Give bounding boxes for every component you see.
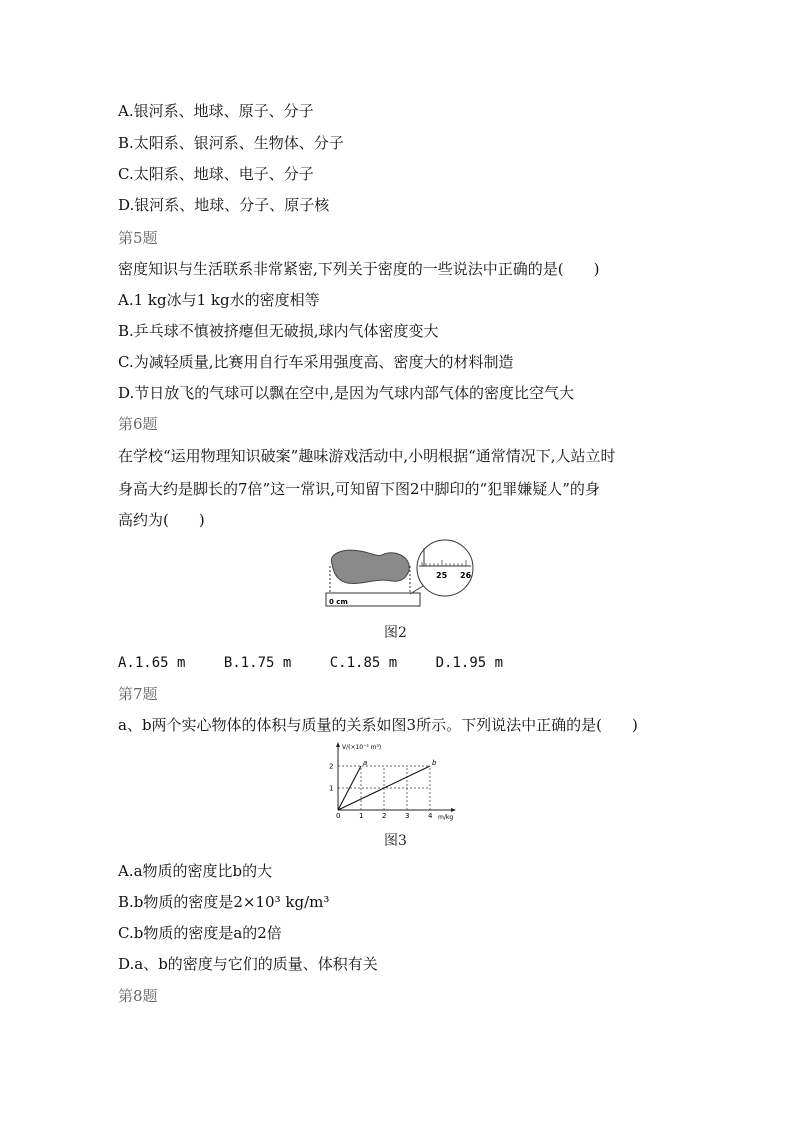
q6-option-a: A.1.65 m <box>118 655 186 671</box>
footprint-shape <box>331 550 409 583</box>
q5-option-d: D.节日放飞的气球可以飘在空中,是因为气球内部气体的密度比空气大 <box>118 384 575 402</box>
x-tick-label-3: 3 <box>405 812 410 820</box>
q6-options <box>118 655 533 671</box>
q7-option-d: D.a、b的密度与它们的质量、体积有关 <box>118 955 378 973</box>
q4-option-c: C.太阳系、地球、电子、分子 <box>118 165 314 183</box>
q6-label: 第6题 <box>118 415 158 433</box>
zoom-tick-26: 26 <box>460 571 472 580</box>
line-label-b: b <box>432 759 437 767</box>
q5-option-b: B.乒乓球不慎被挤瘪但无破损,球内气体密度变大 <box>118 322 439 340</box>
zoom-circle <box>417 540 473 596</box>
q5-option-c: C.为减轻质量,比赛用自行车采用强度高、密度大的材料制造 <box>118 353 514 371</box>
figure-2-caption: 图2 <box>384 625 407 641</box>
q5-option-a: A.1 kg冰与1 kg水的密度相等 <box>118 291 320 309</box>
footprint-figure <box>320 536 475 611</box>
x-tick-label-4: 4 <box>428 812 433 820</box>
x-axis-arrow <box>451 808 456 812</box>
q7-label: 第7题 <box>118 685 158 703</box>
y-axis-label: V/(×10⁻³ m³) <box>342 744 382 751</box>
q6-stem-line-1: 在学校“运用物理知识破案”趣味游戏活动中,小明根据“通常情况下,人站立时 <box>118 447 616 465</box>
q6-option-b: B.1.75 m <box>223 655 292 671</box>
q7-option-a: A.a物质的密度比b的大 <box>118 862 273 880</box>
x-tick-label-1: 1 <box>359 812 364 820</box>
x-tick-label-0: 0 <box>336 812 341 820</box>
figure-3-caption: 图3 <box>384 833 407 849</box>
volume-mass-chart <box>326 740 466 822</box>
q4-option-d: D.银河系、地球、分子、原子核 <box>118 196 330 214</box>
q4-option-b: B.太阳系、银河系、生物体、分子 <box>118 134 344 152</box>
line-a <box>338 766 361 810</box>
x-tick-label-2: 2 <box>382 812 387 820</box>
q8-label: 第8题 <box>118 987 158 1005</box>
zoom-tick-25: 25 <box>436 571 448 580</box>
q5-stem: 密度知识与生活联系非常紧密,下列关于密度的一些说法中正确的是( ) <box>118 260 600 278</box>
q6-option-d: D.1.95 m <box>435 655 504 671</box>
y-tick-label-2: 2 <box>329 762 334 771</box>
q7-stem: a、b两个实心物体的体积与质量的关系如图3所示。下列说法中正确的是( ) <box>118 716 638 734</box>
ruler-label: 0 cm <box>329 598 348 606</box>
y-axis-arrow <box>336 742 340 747</box>
q5-label: 第5题 <box>118 229 158 247</box>
q7-option-b: B.b物质的密度是2×10³ kg/m³ <box>118 893 330 911</box>
y-tick-label-1: 1 <box>329 784 334 793</box>
q7-option-c: C.b物质的密度是a的2倍 <box>118 924 282 942</box>
q6-stem-line-2: 身高大约是脚长的7倍”这一常识,可知留下图2中脚印的“犯罪嫌疑人”的身 <box>118 480 600 498</box>
q6-option-c: C.1.85 m <box>329 655 398 671</box>
q4-option-a: A.银河系、地球、原子、分子 <box>118 102 314 120</box>
q6-stem-line-3: 高约为( ) <box>118 511 205 529</box>
x-axis-label: m/kg <box>438 814 454 821</box>
line-label-a: a <box>363 759 368 767</box>
